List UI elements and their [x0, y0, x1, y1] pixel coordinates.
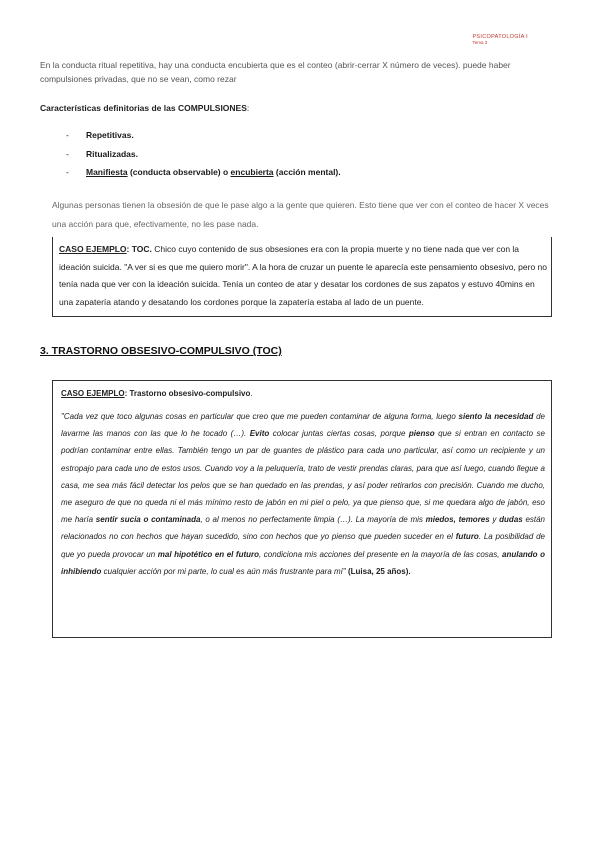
- case-author: (Luisa, 25 años).: [345, 566, 411, 576]
- section-title: 3. TRASTORNO OBSESIVO-COMPULSIVO (TOC): [40, 345, 282, 357]
- characteristics-title-text: Características definitorias de las COMPULSIONES: [40, 103, 247, 113]
- header-subject: PSICOPATOLOGÍA I: [472, 34, 528, 40]
- case-example-ocd-box: [52, 380, 552, 638]
- characteristics-list: [66, 130, 341, 186]
- case-header: CASO EJEMPLO: Trastorno obsesivo-compulsivo.: [61, 389, 253, 398]
- case-text: Chico cuyo contenido de sus obsesiones era con la propia muerte y no tiene nada que ver con la ideación suicida. "A ver si es que me quiero morir". A la hora de cruzar un puente le aparecía este pensamiento obsesivo, pero no tenía nada que ver con la ideación suicida. Tenía un conteo de atar y desatar los cordones de sus zapatos y estuvo 40mins en una zapatería atando y desatando los cordones porque la zapatería estaba al lado de un puente.: [59, 244, 547, 307]
- page-header: [472, 34, 528, 45]
- case-example-toc-box: CASO EJEMPLO: TOC. Chico cuyo contenido de sus obsesiones era con la propia muerte y no tiene nada que ver con la ideación suicida. "A ver si es que me quiero morir". A la hora de cruzar un puente le aparecía este pensamiento obsesivo, pero no tenía nada que ver con la ideación suicida. Tenía un conteo de atar y desatar los cordones de sus zapatos y estuvo 40mins en una zapatería atando y desatando los cordones porque la zapatería estaba al lado de un puente.: [52, 237, 552, 317]
- list-item: - Manifiesta (conducta observable) o encubierta (acción mental).: [66, 167, 341, 177]
- obsession-note: Algunas personas tienen la obsesión de que le pase algo a la gente que quieren. Esto tiene que ver con el conteo de hacer X veces una acción para que, efectivamente, no les pase nada.: [52, 200, 549, 229]
- list-item: - Repetitivas.: [66, 130, 134, 140]
- header-topic: Tema 3: [472, 40, 488, 45]
- case-label: CASO EJEMPLO: [59, 244, 127, 254]
- characteristics-title: Características definitorias de las COMPULSIONES:: [40, 103, 250, 113]
- list-item: - Ritualizadas.: [66, 148, 138, 159]
- intro-paragraph: En la conducta ritual repetitiva, hay una conducta encubierta que es el conteo (abrir-cerrar X número de veces). puede haber compulsiones privadas, que no se vean, como rezar: [40, 60, 511, 84]
- case-quote: "Cada vez que toco algunas cosas en particular que creo que me pueden contaminar de alguna forma, luego siento la necesidad de lavarme las manos con las que lo he tocado (…). Evito colocar juntas ciertas cosas, porque pienso que si entran en contacto se podrían contaminar entre ellas. También tengo un par de guantes de plástico para cada uno particular, así como un recipiente y un estropajo para cada uno de estos usos. Cuando voy a la peluquería, trato de vestir prendas claras, para que así luego, cuando llegue a casa, me sea más fácil detectar los pelos que se han quedado en las prendas, y así poder retirarlos con precisión. Cuando me ducho, me aseguro de que no queda ni el más mínimo resto de jabón en mi piel o pelo, ya que pienso que, si me quedara algo de jabón, eso me haría sentir sucia o contaminada, o al menos no perfectamente limpia (…). La mayoría de mis miedos, temores y dudas están relacionados no con hechos que hayan sucedido, sino con hechos que yo pienso que pueden suceder en el futuro. La posibilidad de que yo pueda provocar un mal hipotético en el futuro, condiciona mis acciones del presente en la mayoría de las cosas, anulando o inhibiendo cualquier acción por mi parte, lo cual es aún más frustrante para mí" (Luisa, 25 años).: [61, 412, 546, 576]
